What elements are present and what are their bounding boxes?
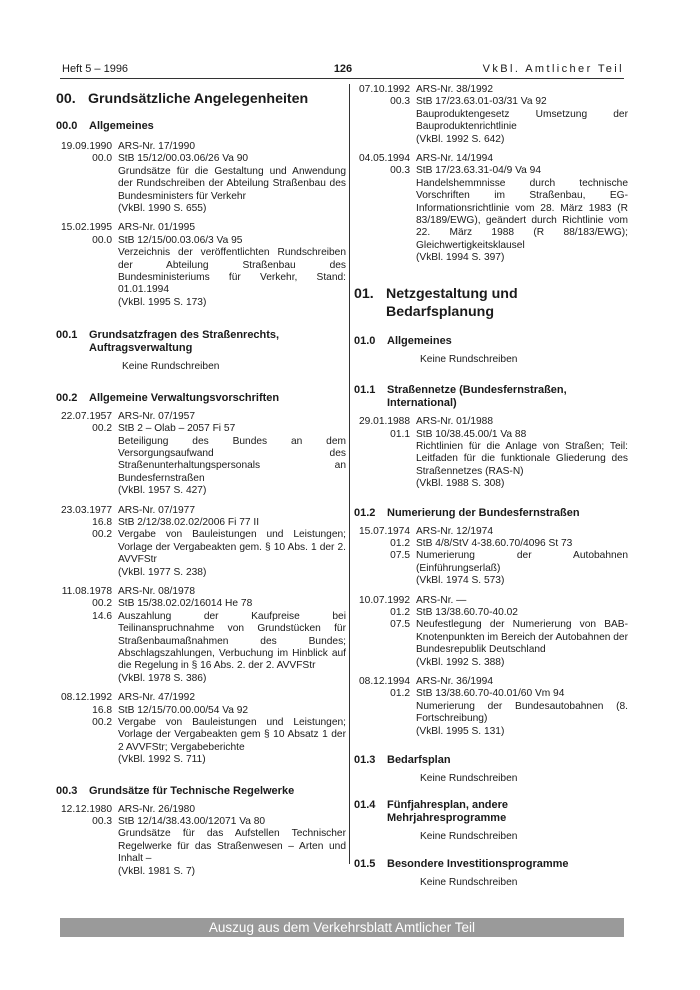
section-heading-01-1: 01.1 Straßennetze (Bundesfernstraßen, International) (354, 384, 567, 410)
entry-code: 00.0 (92, 234, 112, 246)
entry-ars: ARS-Nr. 26/1980 (118, 803, 196, 815)
entry-text: Beteiligung des Bundes an dem Versorgungsaufwand des Straßenunterhaltungspersonals an Bundesfernstraßen (118, 435, 346, 484)
entry-ref: (VkBl. 1992 S. 388) (416, 656, 505, 668)
entry-text: Bauproduktengesetz Umsetzung der Bauproduktenrichtlinie (416, 108, 628, 133)
no-circulars-note: Keine Rundschreiben (420, 773, 518, 785)
entry-date: 19.09.1990 (61, 141, 112, 152)
entry-text: Richtlinien für die Anlage von Straßen; Teil: Leitfaden für die funktionale Gliederung des Straßennetzes (RAS-N) (416, 440, 628, 477)
no-circulars-note: Keine Rundschreiben (420, 831, 518, 843)
list-item (354, 595, 628, 669)
list-item (56, 586, 346, 685)
entry-stb: StB 17/23.63.01-03/31 Va 92 (416, 96, 547, 108)
entry-stb: StB 12/15/00.03.06/3 Va 95 (118, 234, 243, 246)
entry-ref: (VkBl. 1992 S. 711) (118, 754, 206, 766)
entry-text: Verzeichnis der veröffentlichten Rundschreiben der Abteilung Straßenbau des Bundesministeriums für Verkehr, Stand: 01.01.1994 (118, 247, 346, 296)
no-circulars-note: Keine Rundschreiben (420, 353, 518, 365)
entry-code: 00.2 (92, 423, 112, 435)
issue-label: Heft 5 – 1996 (62, 63, 129, 75)
entry-date: 15.07.1974 (359, 525, 410, 537)
entry-ars: ARS-Nr. — (416, 594, 467, 606)
entry-stb: StB 15/38.02.02/16014 He 78 (118, 598, 253, 610)
entry-code: 07.5 (390, 550, 410, 562)
entry-text: Grundsätze für die Gestaltung und Anwendung der Rundschreiben der Abteilung Straßenbau des Bundesministers für Verkehr (118, 165, 346, 202)
entry-date: 08.12.1992 (61, 692, 112, 704)
entry-text: Vergabe von Bauleistungen und Leistungen; Vorlage der Vergabeakten gem. § 10 Abs. 1 der 2. AVVFStr (118, 529, 346, 566)
entry-code: 16.8 (92, 704, 112, 716)
entry-code: 14.6 (92, 610, 112, 622)
entry-code: 01.2 (390, 537, 410, 549)
no-circulars-note: Keine Rundschreiben (122, 361, 220, 373)
list-item (56, 505, 346, 579)
entry-ars: ARS-Nr. 07/1957 (118, 410, 196, 422)
entry-code: 07.5 (390, 619, 410, 631)
section-heading-00-3: 00.3 Grundsätze für Technische Regelwerke (56, 784, 295, 797)
list-item (56, 411, 346, 498)
no-circulars-note: Keine Rundschreiben (420, 876, 518, 888)
entry-date: 08.12.1994 (359, 676, 410, 687)
entry-text: Auszahlung der Kaufpreise bei Teilinanspruchnahme von Grundstücken für Straßenbaumaßnahmen des Bundes; Abschlagszahlungen, Verbuchung im Hinblick auf die Regelung in § 16 Abs. 2. der 2. AVVFStr (118, 610, 346, 672)
section-heading-01: 01. Netzgestaltung und Bedarfsplanung (354, 285, 518, 320)
section-heading-00-2: 00.2 Allgemeine Verwaltungsvorschriften (56, 391, 280, 404)
list-item (354, 676, 628, 738)
list-item (354, 84, 628, 146)
entry-text: Neufestlegung der Numerierung von BAB-Knotenpunkten im Bereich der Autobahnen der Bundesrepublik Deutschland (416, 619, 628, 656)
entry-stb: StB 13/38.60.70-40.01/60 Vm 94 (416, 688, 565, 700)
section-heading-00-0: 00.0 Allgemeines (56, 120, 154, 132)
entry-date: 22.07.1957 (61, 410, 112, 422)
entry-ars: ARS-Nr. 07/1977 (118, 504, 196, 516)
entry-date: 12.12.1980 (61, 803, 112, 815)
entry-ref: (VkBl. 1994 S. 397) (416, 252, 505, 264)
entry-code: 00.3 (390, 165, 410, 177)
list-item (56, 222, 346, 309)
list-item (56, 141, 346, 215)
entry-code: 01.1 (390, 428, 410, 440)
entry-stb: StB 17/23.63.31-04/9 Va 94 (416, 165, 541, 177)
entry-code: 01.2 (390, 688, 410, 700)
entry-ars: ARS-Nr. 01/1988 (416, 416, 494, 428)
entry-text: Handelshemmnisse durch technische Vorschriften im Straßenbau, EG-Informationsrichtlinie vom 28. März 1983 (R 83/189/EWG), geändert durch Richtlinie vom 22. März 1988 (R 88/183/EWG); Gleichwertigkeitsklausel (416, 177, 628, 251)
list-item (56, 804, 346, 878)
journal-title: VkBl. Amtlicher Teil (482, 63, 624, 75)
entry-code: 01.2 (390, 606, 410, 618)
entry-ref: (VkBl. 1974 S. 573) (416, 575, 505, 587)
section-heading-00-1: 00.1 Grundsatzfragen des Straßenrechts, Auftragsverwaltung (56, 329, 280, 355)
entry-ref: (VkBl. 1981 S. 7) (118, 865, 196, 877)
entry-stb: StB 10/38.45.00/1 Va 88 (416, 428, 527, 440)
entry-code: 16.8 (92, 516, 112, 528)
entry-code: 00.2 (92, 717, 112, 729)
list-item (56, 692, 346, 766)
entry-stb: StB 2 – Olab – 2057 Fi 57 (118, 423, 236, 435)
entry-ref: (VkBl. 1988 S. 308) (416, 478, 505, 490)
entry-date: 10.07.1992 (359, 594, 410, 606)
header-rule (60, 78, 624, 79)
section-heading-01-0: 01.0 Allgemeines (354, 334, 452, 347)
entry-stb: StB 12/15/70.00.00/54 Va 92 (118, 704, 249, 716)
entry-ref: (VkBl. 1978 S. 386) (118, 672, 207, 684)
entry-ref: (VkBl. 1990 S. 655) (118, 203, 207, 215)
entry-ref: (VkBl. 1992 S. 642) (416, 133, 505, 145)
list-item (354, 416, 628, 490)
entry-date: 11.08.1978 (61, 585, 112, 597)
entry-text: Grundsätze für das Aufstellen Technischer Regelwerke für das Straßenwesen – Arten und Inhalt – (118, 828, 346, 865)
footer-banner: Auszug aus dem Verkehrsblatt Amtlicher Teil (60, 918, 624, 937)
entry-ref: (VkBl. 1995 S. 131) (416, 725, 505, 737)
entry-ars: ARS-Nr. 01/1995 (118, 222, 196, 234)
entry-code: 00.3 (92, 816, 112, 828)
entry-ref: (VkBl. 1957 S. 427) (118, 485, 207, 497)
entry-ref: (VkBl. 1977 S. 238) (118, 566, 207, 578)
list-item (354, 526, 628, 588)
entry-code: 00.2 (92, 529, 112, 541)
entry-ars: ARS-Nr. 08/1978 (118, 585, 196, 597)
entry-code: 00.2 (92, 598, 112, 610)
entry-text: Vergabe von Bauleistungen und Leistungen; Vorlage der Vergabeakten gem § 10 Absatz 1 der 2 AVVFStr; Vergabeberichte (118, 717, 346, 753)
entry-date: 07.10.1992 (359, 84, 410, 95)
section-heading-00: 00. Grundsätzliche Angelegenheiten (56, 91, 309, 107)
column-divider (349, 84, 350, 864)
entry-stb: StB 13/38.60.70-40.02 (416, 606, 518, 618)
entry-date: 04.05.1994 (359, 153, 410, 165)
section-heading-01-5: 01.5 Besondere Investitionsprogramme (354, 857, 569, 870)
page-header (62, 63, 624, 79)
entry-ars: ARS-Nr. 17/1990 (118, 141, 196, 152)
list-item (354, 153, 628, 265)
entry-date: 23.03.1977 (61, 504, 112, 516)
entry-text: Numerierung der Bundesautobahnen (8. Fortschreibung) (416, 700, 628, 725)
entry-ars: ARS-Nr. 36/1994 (416, 676, 494, 687)
entry-stb: StB 2/12/38.02.02/2006 Fi 77 II (118, 516, 260, 528)
entry-code: 00.0 (92, 153, 112, 165)
entry-ars: ARS-Nr. 38/1992 (416, 84, 494, 95)
entry-ars: ARS-Nr. 14/1994 (416, 153, 494, 165)
page-number: 126 (333, 63, 353, 75)
entry-stb: StB 12/14/38.43.00/12071 Va 80 (118, 816, 266, 828)
entry-stb: StB 4/8/StV 4-38.60.70/4096 St 73 (416, 537, 573, 549)
section-heading-01-4: 01.4 Fünfjahresplan, andere Mehrjahresprogramme (354, 799, 509, 825)
entry-stb: StB 15/12/00.03.06/26 Va 90 (118, 153, 249, 165)
entry-ars: ARS-Nr. 12/1974 (416, 525, 494, 537)
entry-ref: (VkBl. 1995 S. 173) (118, 296, 207, 308)
right-column (354, 84, 628, 889)
entry-date: 29.01.1988 (359, 416, 410, 428)
left-column (56, 84, 346, 878)
section-heading-01-3: 01.3 Bedarfsplan (354, 754, 451, 767)
entry-code: 00.3 (390, 96, 410, 108)
entry-ars: ARS-Nr. 47/1992 (118, 692, 196, 704)
entry-text: Numerierung der Autobahnen (Einführungserlaß) (416, 550, 628, 574)
entry-date: 15.02.1995 (61, 222, 112, 234)
section-heading-01-2: 01.2 Numerierung der Bundesfernstraßen (354, 506, 580, 519)
